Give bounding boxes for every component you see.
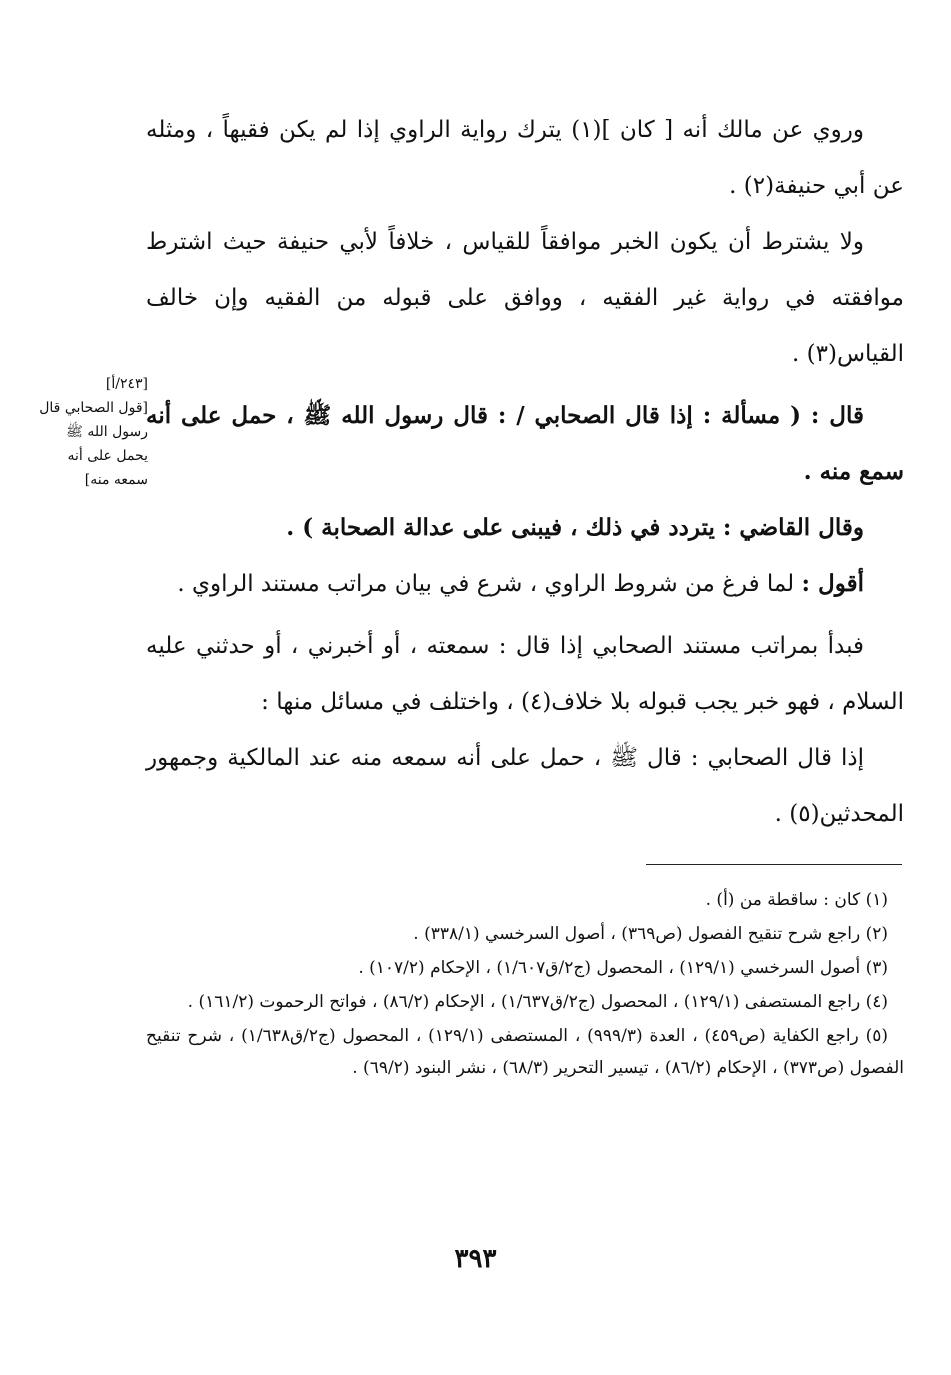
commentary-paragraph (146, 556, 904, 612)
matn-paragraph-1: قال : ( مسألة : إذا قال الصحابي / : قال رسول الله ﷺ ، حمل على أنه سمع منه . (146, 402, 904, 485)
footnote-separator (646, 864, 902, 865)
footnote-1: (١) كان : ساقطة من (أ) . (705, 890, 888, 910)
margin-heading: [قول الصحابي قال رسول الله ﷺ يحمل على أنه سمعه منه] (39, 400, 148, 488)
footnote-5: (٥) راجع الكفاية (ص٤٥٩) ، العدة (٩٩٩/٣) ، المستصفى (١٢٩/١) ، المحصول (ج٢/ق١/٦٣٨) ، شرح تنقيح الفصول (ص٣٧٣) ، الإحكام (٨٦/٢) ، تيسير التحرير (٦٨/٣) ، نشر البنود (٦٩/٢) . (146, 1026, 904, 1078)
footnote-3: (٣) أصول السرخسي (١٢٩/١) ، المحصول (ج٢/ق١/٦٠٧) ، الإحكام (١٠٧/٢) . (358, 958, 888, 978)
page-number: ٣٩٣ (454, 1244, 497, 1274)
paragraph-6: فبدأ بمراتب مستند الصحابي إذا قال : سمعته ، أو أخبرني ، أو حدثني عليه السلام ، فهو خبر يجب قبوله بلا خلاف(٤) ، واختلف في مسائل منها : (146, 633, 904, 715)
paragraph-2: ولا يشترط أن يكون الخبر موافقاً للقياس ، خلافاً لأبي حنيفة حيث اشترط موافقته في رواية غير الفقيه ، ووافق على قبوله من الفقيه وإن خالف القياس(٣) . (146, 229, 904, 367)
paragraph-7: إذا قال الصحابي : قال ﷺ ، حمل على أنه سمعه منه عند المالكية وجمهور المحدثين(٥) . (146, 745, 904, 827)
margin-folio-ref: [٢٤٣/أ] (105, 376, 148, 392)
commentary-text: لما فرغ من شروط الراوي ، شرع في بيان مراتب مستند الراوي . (177, 571, 802, 597)
footnote-4: (٤) راجع المستصفى (١٢٩/١) ، المحصول (ج٢/ق١/٦٣٧) ، الإحكام (٨٦/٢) ، فواتح الرحموت (١٦١/٢) . (187, 992, 888, 1012)
footnote-2: (٢) راجع شرح تنقيح الفصول (ص٣٦٩) ، أصول السرخسي (٣٣٨/١) . (413, 924, 888, 944)
commentary-lead: أقول : (801, 570, 864, 597)
paragraph-1: وروي عن مالك أنه [ كان ](١) يترك رواية الراوي إذا لم يكن فقيهاً ، ومثله عن أبي حنيفة(٢) . (146, 117, 904, 199)
footnotes (146, 884, 904, 1086)
margin-note (38, 372, 148, 492)
main-text (146, 102, 904, 842)
matn-paragraph-2: وقال القاضي : يتردد في ذلك ، فيبنى على عدالة الصحابة ) . (286, 514, 864, 541)
